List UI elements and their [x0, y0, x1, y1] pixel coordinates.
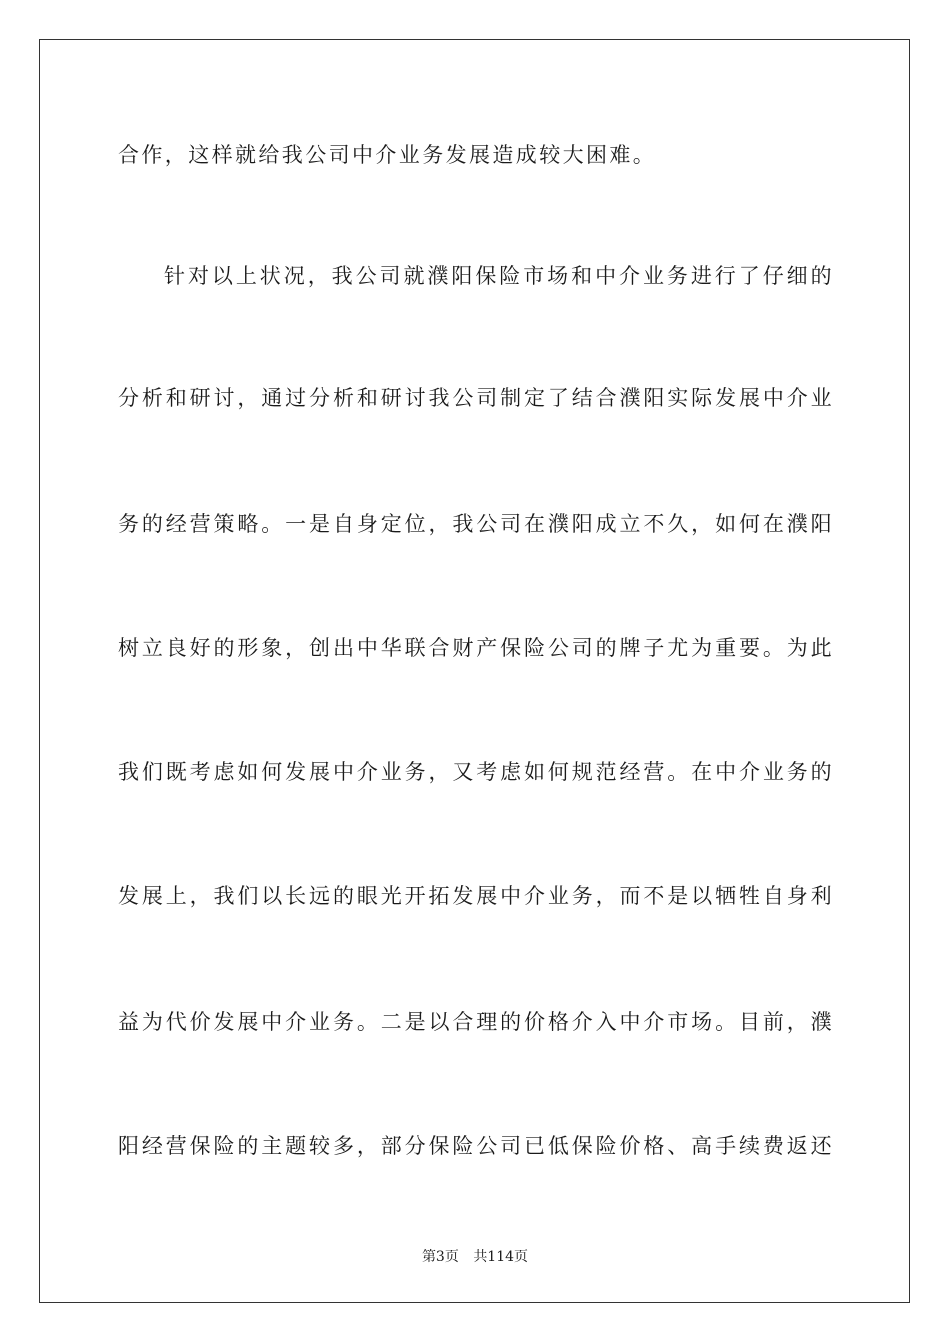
text-line-1: 合作，这样就给我公司中介业务发展造成较大困难。 [118, 143, 657, 167]
page-border [39, 39, 910, 1303]
text-line-5: 树立良好的形象，创出中华联合财产保险公司的牌子尤为重要。为此 [118, 636, 834, 660]
page-number: 第3页 [421, 1249, 459, 1265]
text-line-6: 我们既考虑如何发展中介业务，又考虑如何规范经营。在中介业务的 [118, 760, 834, 784]
text-line-2: 针对以上状况，我公司就濮阳保险市场和中介业务进行了仔细的 [164, 264, 834, 288]
text-line-7: 发展上，我们以长远的眼光开拓发展中介业务，而不是以牺牲自身利 [118, 884, 834, 908]
text-line-9: 阳经营保险的主题较多，部分保险公司已低保险价格、高手续费返还 [118, 1134, 834, 1158]
total-pages: 共114页 [473, 1249, 529, 1265]
text-line-3: 分析和研讨，通过分析和研讨我公司制定了结合濮阳实际发展中介业 [118, 386, 834, 410]
text-line-4: 务的经营策略。一是自身定位，我公司在濮阳成立不久，如何在濮阳 [118, 512, 834, 536]
page-footer [0, 1248, 950, 1266]
text-line-8: 益为代价发展中介业务。二是以合理的价格介入中介市场。目前，濮 [118, 1010, 834, 1034]
